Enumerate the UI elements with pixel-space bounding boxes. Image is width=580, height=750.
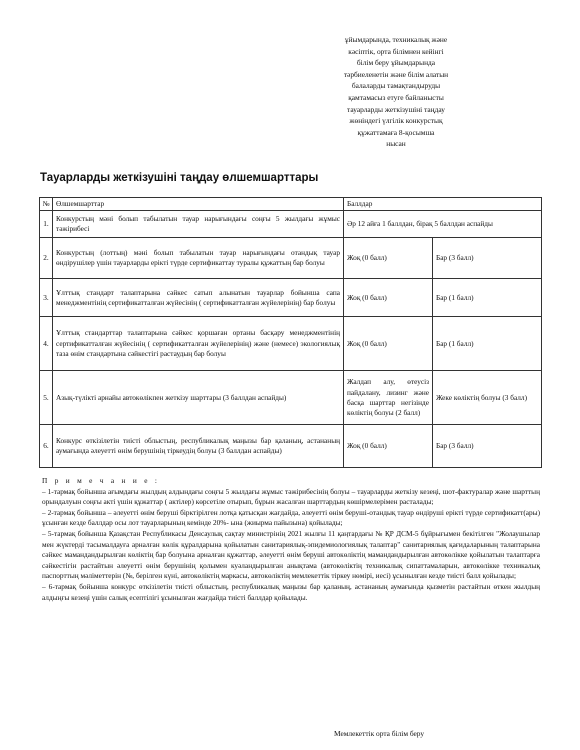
header-line: нысан — [386, 139, 406, 149]
header-points: Баллдар — [344, 198, 542, 211]
row-number: 4. — [40, 317, 53, 371]
header-criteria: Өлшемшарттар — [53, 198, 344, 211]
row-points-yes: Бар (3 балл) — [433, 238, 542, 279]
note-item: – 2-тармақ бойынша – әлеуетті өнім беруші бірктірілген лотқа қатысқан жағдайда, әлеуетті өнім беруші-отандық тауар өндіруші еріктi түрде сертификатт(ары) ұсынған кезде баллдар осы лот тауарларының кемінде 20%- ына (жиырма пайызына) қойылады; — [42, 507, 540, 528]
header-line: кәсіптік, орта білімнен кейінгі — [348, 46, 444, 56]
table-row — [40, 238, 542, 279]
document-title: Тауарларды жеткізушіні таңдау өлшемшарттары — [40, 172, 319, 184]
header-line: тауарларды жеткізушіні таңдау — [347, 104, 445, 114]
notes-label: П р и м е ч а н и е : — [42, 476, 160, 485]
table-row — [40, 211, 542, 238]
row-criterion: Ұлттық стандарт талаптарына сәйкес сатып алынатын тауарлар бойынша сапа менеджментінің сертификатталған жүйесінің ( сертификатталған жүйелерінің) бар болуы — [53, 279, 344, 317]
row-criterion: Конкурстың мәні болып табылатын тауар нарығындағы соңғы 5 жылдағы жұмыс тәжірибесі — [53, 211, 344, 238]
row-criterion: Конкурс өткізілетін тиісті облыстың, республикалық маңызы бар қаланың, астананың аумағында әлеуетті өнім берушінің тіркеудің болуы (3 баллдан аспайды) — [53, 425, 344, 468]
row-points-yes: Бар (1 балл) — [433, 279, 542, 317]
row-criterion: Конкурстың (лоттың) мәні болып табылатын тауар нарығындағы отандық тауар өндірушілер үшін тауарларды еріктi түрде сертификаттау туралы құжаттың бар болуы — [53, 238, 344, 279]
row-points: Әр 12 айға 1 баллдан, бірақ 5 баллдан аспайды — [344, 211, 542, 238]
header-line: жөніндегі үлгілік конкурстық — [349, 116, 443, 126]
row-points-yes: Бар (3 балл) — [433, 425, 542, 468]
header-line: ұйымдарында, техникалық және — [344, 35, 448, 44]
table-row — [40, 371, 542, 425]
row-points-no: Жоқ (0 балл) — [344, 425, 433, 468]
header-line: құжаттамаға 8-қосымша — [357, 127, 435, 137]
row-number: 1. — [40, 211, 53, 238]
note-item: – 1-тармақ бойынша ағымдағы жылдың алдындағы соңғы 5 жылдағы жұмыс тәжірибесінің болуы – тауарларды жеткізу кезеңі, шот-фактуралар және шарттың орындалуын соңғы акті үшін құжаттар ( актілер) көрсетіле отырып, бұрын жасалған шарттардың көшірмелерімен расталады; — [42, 486, 540, 507]
row-number: 6. — [40, 425, 53, 468]
note-item: – 5-тармақ бойынша Қазақстан Республикасы Денсаулық сақтау министрінің 2021 жылғы 11 қаңтардағы № ҚР ДСМ-5 бұйрығымен бекітілген "Жолаушылар мен жүктерді тасымалдауға арналған көлік құралдарына қойылатын санитариялық-эпидемиологиялық талаптар" санитариялық қағидаларының талаптарына сәйкес мамандандырылған көліктің бар болуына арналған құжаттар, әлеуетті өнім беруші автокөліктің мамандандырылған автокөлікке қойылатын талаптарға сәйкестігін растайтын әлеуетті өнім берушінің қолымен куәландырылған анықтама (автокөліктің техникалық сипаттамаларын, автокөлікке техникалық паспорттың мәліметтерін (№, берілген күні, автокөліктің маркасы, автокөліктің мемлекеттік тіркеу нөмірі, иесі) ұсынылған кезде тиісті балл қойылады; — [42, 528, 540, 581]
header-line: қамтамасыз етуге байланысты — [348, 92, 444, 102]
row-points-yes: Жеке көліктің болуы (3 балл) — [433, 371, 542, 425]
row-points-no: Жоқ (0 балл) — [344, 238, 433, 279]
header-num: № — [40, 198, 53, 211]
footer-text: Мемлекеттік орта білім беру — [334, 729, 425, 738]
header-line: білім беру ұйымдарында — [356, 58, 436, 68]
criteria-table — [39, 197, 542, 468]
table-row — [40, 317, 542, 371]
note-item: – 6-тармақ бойынша конкурс өткізілетін тиісті облыстың, республикалық маңызы бар қаланың, астананың аумағында қызметін растайтын өткен жылдың алдыңғы кезеңі үшін салық есептілігі ұсынылған жағдайда тиісті баллдар қойылады. — [42, 581, 540, 602]
table-header-row — [40, 198, 542, 211]
row-points-no: Жоқ (0 балл) — [344, 317, 433, 371]
table-row — [40, 425, 542, 468]
header-line: балаларды тамақтандыруды — [351, 81, 441, 91]
appendix-header — [322, 34, 470, 150]
row-points-yes: Бар (1 балл) — [433, 317, 542, 371]
row-criterion: Ұлттық стандарттар талаптарына сәйкес қоршаған ортаны басқару менеджментінің сертификатталған жүйесінің ( сертификатталған жүйелерінің) және (немесе) экологиялық таза өнім стандартына сәйкестігі растаудың бар болуы — [53, 317, 344, 371]
header-line: тәрбиеленетін және білім алатын — [343, 69, 449, 79]
row-number: 2. — [40, 238, 53, 279]
row-number: 3. — [40, 279, 53, 317]
table-row — [40, 279, 542, 317]
row-points-no: Жоқ (0 балл) — [344, 279, 433, 317]
row-number: 5. — [40, 371, 53, 425]
row-criterion: Азық-түлікті арнайы автокөлікпен жеткізу шарттары (3 баллдан аспайды) — [53, 371, 344, 425]
notes-section — [42, 476, 540, 603]
row-points-no: Жалдап алу, өтеусіз пайдалану, лизинг және басқа шарттар негізінде көліктің болуы (2 балл) — [344, 371, 433, 425]
